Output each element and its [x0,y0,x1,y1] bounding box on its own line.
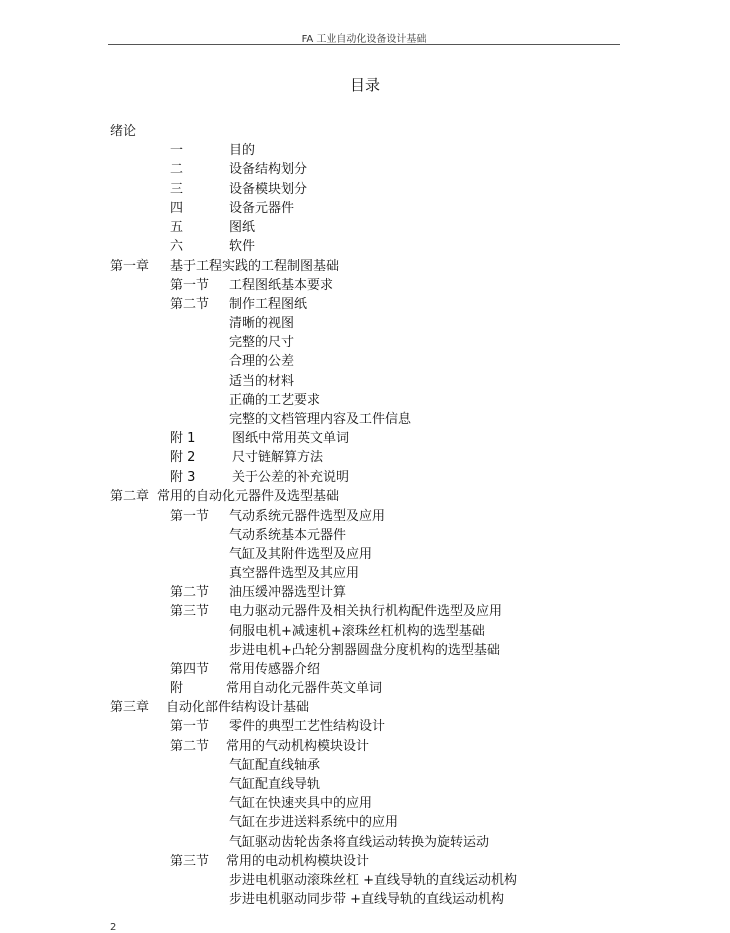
toc-entry-label: 五 [170,220,184,235]
toc-entry-text: 步进电机+凸轮分割器圆盘分度机构的选型基础 [229,643,500,658]
toc-entry-text: 合理的公差 [229,354,295,369]
toc-entry-text: 适当的材料 [229,374,295,389]
toc-entry-label: 附 2 [170,450,196,465]
toc-entry-text: 气缸在快速夹具中的应用 [229,796,373,811]
toc-entry-text: 常用传感器介绍 [229,662,321,677]
toc-entry-label: 第四节 [170,662,210,677]
toc-entry-label: 六 [170,239,184,254]
toc-entry-text: 步进电机驱动滚珠丝杠 +直线导轨的直线运动机构 [229,873,518,888]
toc-entry-text: 自动化部件结构设计基础 [166,700,310,715]
toc-entry-text: 气缸及其附件选型及应用 [229,547,373,562]
toc-entry-text: 关于公差的补充说明 [232,470,350,485]
toc-entry-text: 图纸 [229,220,256,235]
toc-entry-text: 步进电机驱动同步带 +直线导轨的直线运动机构 [229,892,505,907]
toc-entry-text: 气缸在步进送料系统中的应用 [229,815,399,830]
toc-entry-text: 完整的尺寸 [229,335,295,350]
toc-entry-text: 气缸配直线导轨 [229,777,321,792]
toc-entry-text: 完整的文档管理内容及工件信息 [229,412,412,427]
toc-entry-label: 第二节 [170,739,210,754]
toc-entry-label: 第三节 [170,854,210,869]
page-title: 目录 [349,76,380,94]
running-header: FA 工业自动化设备设计基础 [301,34,427,45]
toc-entry-text: 正确的工艺要求 [229,393,321,408]
toc-entry-label: 第一节 [170,278,210,293]
toc-entry-text: 常用的电动机构模块设计 [226,854,370,869]
toc-entry-text: 油压缓冲器选型计算 [229,585,347,600]
toc-entry-label: 第一节 [170,509,210,524]
toc-entry-text: 常用的自动化元器件及选型基础 [157,489,340,504]
toc-entry-text: 气动系统基本元器件 [229,528,347,543]
toc-entry-label: 第二节 [170,297,210,312]
toc-entry-text: 气缸配直线轴承 [229,758,321,773]
toc-entry-label: 一 [170,143,184,158]
toc-entry-text: 基于工程实践的工程制图基础 [170,259,340,274]
toc-entry-text: 电力驱动元器件及相关执行机构配件选型及应用 [229,604,503,619]
page-number: 2 [110,922,117,933]
toc-entry-label: 附 1 [170,431,196,446]
toc-entry-label: 第二节 [170,585,210,600]
toc-entry-text: 常用自动化元器件英文单词 [226,681,383,696]
toc-entry-text: 气动系统元器件选型及应用 [229,509,386,524]
toc-entry-label: 第二章 [110,489,150,504]
toc-entry-text: 图纸中常用英文单词 [232,431,350,446]
toc-entry-label: 第三节 [170,604,210,619]
toc-entry-text: 零件的典型工艺性结构设计 [229,719,386,734]
toc-entry-label: 附 3 [170,470,196,485]
toc-entry-label: 第三章 [110,700,150,715]
toc-entry-label: 绪论 [110,124,137,139]
toc-entry-text: 设备结构划分 [229,162,308,177]
toc-entry-label: 第一章 [110,259,150,274]
toc-entry-label: 第一节 [170,719,210,734]
toc-entry-text: 气缸驱动齿轮齿条将直线运动转换为旋转运动 [229,835,490,850]
toc-entry-text: 尺寸链解算方法 [232,450,324,465]
toc-entry-text: 真空器件选型及其应用 [229,566,360,581]
toc-entry-text: 常用的气动机构模块设计 [226,739,370,754]
toc-entry-text: 软件 [229,239,256,254]
toc-entry-text: 工程图纸基本要求 [229,278,334,293]
toc-entry-label: 三 [170,182,184,197]
toc-entry-label: 附 [170,681,184,696]
toc-entry-text: 目的 [229,143,256,158]
toc-entry-text: 清晰的视图 [229,316,295,331]
toc-entry-text: 制作工程图纸 [229,297,308,312]
toc-entry-text: 伺服电机+减速机+滚珠丝杠机构的选型基础 [229,624,485,639]
toc-entry-text: 设备模块划分 [229,182,308,197]
toc-entry-label: 二 [170,162,184,177]
toc-entry-text: 设备元器件 [229,201,295,216]
toc-entry-label: 四 [170,201,184,216]
